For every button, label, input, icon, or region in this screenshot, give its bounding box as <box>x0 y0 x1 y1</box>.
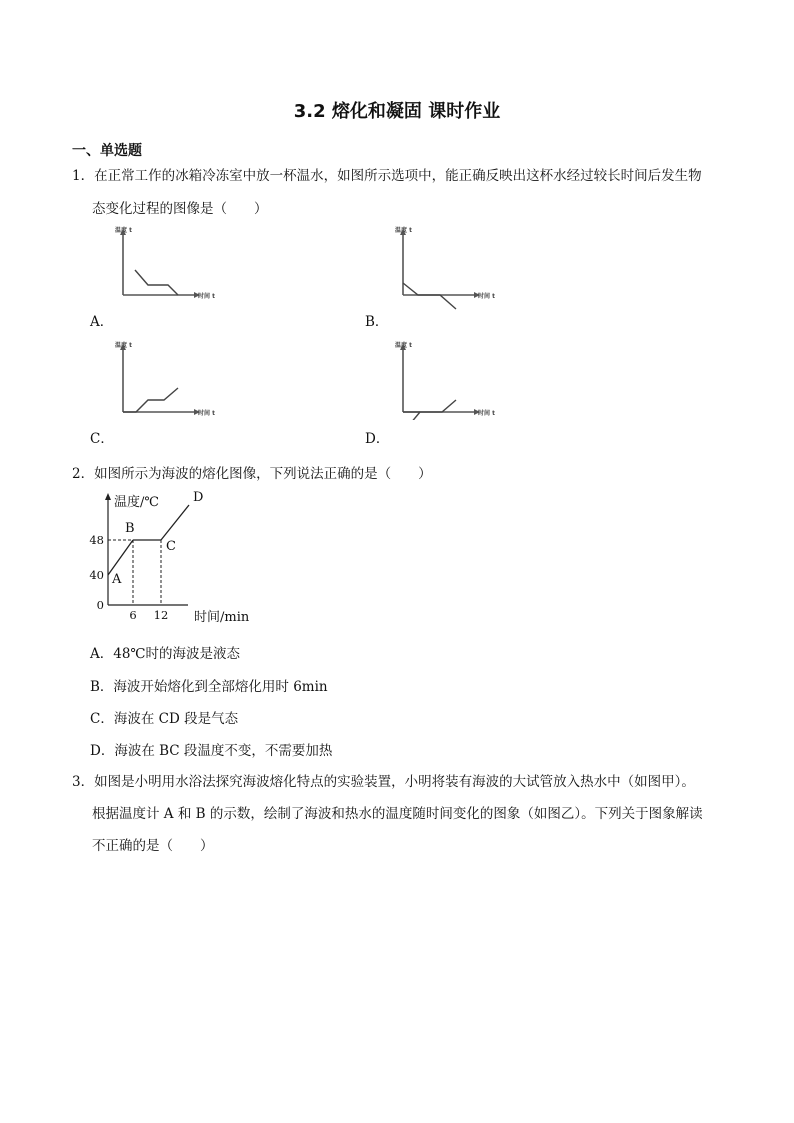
q2-ytick-48: 48 <box>89 533 104 547</box>
q2-xtick-6: 6 <box>129 608 137 622</box>
q1-b-xlabel: 时间 t <box>478 293 495 300</box>
q2-point-label-D: D <box>193 490 204 505</box>
q1-option-a[interactable]: A． <box>90 314 114 330</box>
q2-option-d[interactable]: D．海波在 BC 段温度不变，不需要加热 <box>90 743 333 759</box>
q1-graph-b <box>390 225 500 315</box>
q2-option-b[interactable]: B．海波开始熔化到全部熔化用时 6min <box>90 679 328 695</box>
q2-point-label-A: A <box>112 572 122 587</box>
q2-xlabel: 时间/min <box>194 610 250 625</box>
q1-graph-d <box>390 340 500 420</box>
q1-option-b[interactable]: B． <box>365 314 389 330</box>
q2-ylabel: 温度/℃ <box>114 495 159 510</box>
q1-option-d[interactable]: D． <box>365 431 390 447</box>
page-title: 3.2 熔化和凝固 课时作业 <box>293 101 501 122</box>
q2-option-c[interactable]: C．海波在 CD 段是气态 <box>90 711 239 727</box>
q1-b-ylabel: 温度 t <box>395 227 412 234</box>
q3-stem-line3: 不正确的是（ ） <box>92 838 214 854</box>
q2-segment-CD <box>161 505 189 540</box>
q1-stem-line1: 1．在正常工作的冰箱冷冻室中放一杯温水，如图所示选项中，能正确反映出这杯水经过较长时间后发生物 <box>72 168 702 184</box>
q2-point-label-C: C <box>166 539 176 554</box>
q1-c-ylabel: 温度 t <box>115 342 132 349</box>
q1-a-xlabel: 时间 t <box>198 293 215 300</box>
q1-graph-a <box>110 225 220 305</box>
q2-stem: 2．如图所示为海波的熔化图像，下列说法正确的是（ ） <box>72 466 432 482</box>
q2-option-a[interactable]: A．48℃时的海波是液态 <box>90 646 241 662</box>
q1-d-ylabel: 温度 t <box>395 342 412 349</box>
q1-option-c[interactable]: C． <box>90 431 114 447</box>
q1-d-xlabel: 时间 t <box>478 410 495 417</box>
q3-stem-line1: 3．如图是小明用水浴法探究海波熔化特点的实验装置，小明将装有海波的大试管放入热水中（如图甲）。 <box>72 774 695 790</box>
q2-ytick-40: 40 <box>89 568 104 582</box>
q3-stem-line2: 根据温度计 A 和 B 的示数，绘制了海波和热水的温度随时间变化的图象（如图乙）。下列关于图象解读 <box>92 806 703 822</box>
q1-stem-line2: 态变化过程的图像是（ ） <box>92 201 268 217</box>
q2-segment-AB <box>108 540 133 575</box>
section-heading: 一、单选题 <box>72 143 142 159</box>
q2-xtick-12: 12 <box>153 608 169 622</box>
q2-melting-chart <box>88 488 268 628</box>
q2-ytick-0: 0 <box>96 598 104 612</box>
q1-a-ylabel: 温度 t <box>115 227 132 234</box>
q1-c-xlabel: 时间 t <box>198 410 215 417</box>
q1-graph-c <box>110 340 220 420</box>
q2-point-label-B: B <box>125 521 135 536</box>
